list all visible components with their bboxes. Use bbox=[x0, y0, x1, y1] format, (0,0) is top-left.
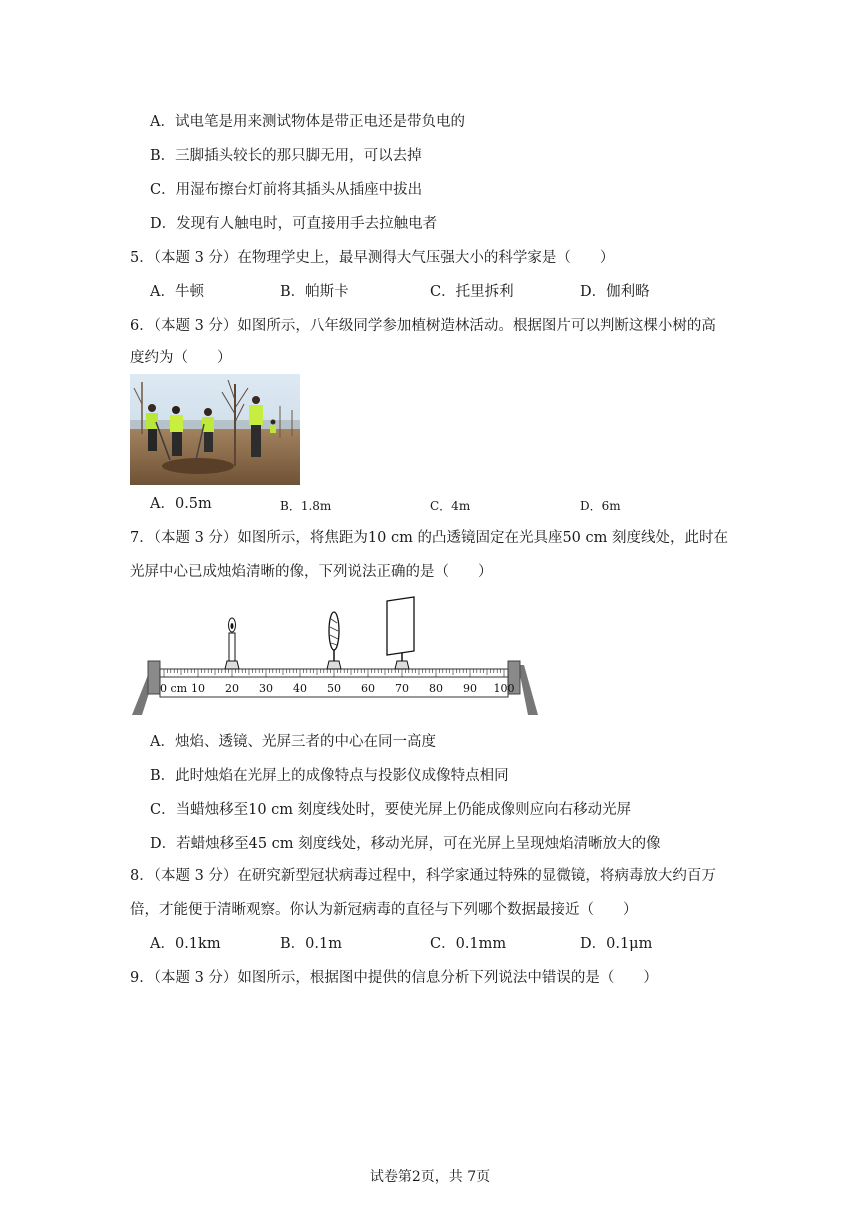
q7-stem-line1: 7．（本题 3 分）如图所示，将焦距为10 cm 的凸透镜固定在光具座50 cm 刻度线处，此时在 bbox=[130, 530, 728, 546]
optical-bench-diagram bbox=[130, 595, 540, 720]
q8-stem-line2: 倍，才能便于清晰观察。你认为新冠病毒的直径与下列哪个数据最接近（ ） bbox=[130, 902, 638, 918]
ruler-tick-label: 30 bbox=[259, 682, 273, 695]
q4-option-c: C．用湿布擦台灯前将其插头从插座中拔出 bbox=[150, 182, 423, 198]
ruler-tick-label: 50 bbox=[327, 682, 341, 695]
convex-lens bbox=[327, 612, 341, 669]
q5-stem: 5．（本题 3 分）在物理学史上，最早测得大气压强大小的科学家是（ ） bbox=[130, 250, 615, 266]
q5-option-d: D．伽利略 bbox=[580, 284, 650, 300]
q8-option-d: D．0.1μm bbox=[580, 936, 653, 952]
ruler-tick-label: 0 cm bbox=[160, 682, 188, 695]
q4-option-a: A．试电笔是用来测试物体是带正电还是带负电的 bbox=[150, 114, 465, 130]
q6-option-b: B．1.8m bbox=[280, 499, 332, 513]
q7-option-d: D．若蜡烛移至45 cm 刻度线处，移动光屏，可在光屏上呈现烛焰清晰放大的像 bbox=[150, 836, 661, 852]
right-stand bbox=[518, 665, 538, 715]
q6-stem-line1: 6．（本题 3 分）如图所示，八年级同学参加植树造林活动。根据图片可以判断这棵小树的高 bbox=[130, 318, 716, 334]
q6-option-a: A．0.5m bbox=[150, 496, 212, 512]
ruler-tick-label: 20 bbox=[225, 682, 239, 695]
ruler-tick-label: 80 bbox=[429, 682, 443, 695]
ruler-tick-label: 90 bbox=[463, 682, 477, 695]
q6-option-d: D．6m bbox=[580, 499, 621, 513]
q7-option-a: A．烛焰、透镜、光屏三者的中心在同一高度 bbox=[150, 734, 436, 750]
ruler-tick-label: 40 bbox=[293, 682, 307, 695]
q5-option-b: B．帕斯卡 bbox=[280, 284, 349, 300]
ruler-tick-label: 60 bbox=[361, 682, 375, 695]
q7-option-b: B．此时烛焰在光屏上的成像特点与投影仪成像特点相同 bbox=[150, 768, 509, 784]
q9-stem: 9．（本题 3 分）如图所示，根据图中提供的信息分析下列说法中错误的是（ ） bbox=[130, 970, 658, 986]
q7-stem-line2: 光屏中心已成烛焰清晰的像，下列说法正确的是（ ） bbox=[130, 564, 493, 580]
light-screen bbox=[387, 597, 414, 669]
tree-planting-photo bbox=[130, 374, 300, 485]
page-footer: 试卷第2页，共 7页 bbox=[369, 1169, 491, 1185]
q8-option-b: B．0.1m bbox=[280, 936, 342, 952]
q8-option-a: A．0.1km bbox=[150, 936, 221, 952]
q5-option-c: C．托里拆利 bbox=[430, 284, 514, 300]
q6-option-c: C．4m bbox=[430, 499, 471, 513]
q6-stem-line2: 度约为（ ） bbox=[130, 350, 232, 366]
candle bbox=[225, 618, 239, 669]
ruler-tick-label: 70 bbox=[395, 682, 409, 695]
q4-option-b: B．三脚插头较长的那只脚无用，可以去掉 bbox=[150, 148, 422, 164]
q4-option-d: D．发现有人触电时，可直接用手去拉触电者 bbox=[150, 216, 438, 232]
q7-option-c: C．当蜡烛移至10 cm 刻度线处时，要使光屏上仍能成像则应向右移动光屏 bbox=[150, 802, 632, 818]
q8-stem-line1: 8．（本题 3 分）在研究新型冠状病毒过程中，科学家通过特殊的显微镜，将病毒放大约百万 bbox=[130, 868, 716, 884]
ruler-tick-label: 10 bbox=[191, 682, 205, 695]
q5-option-a: A．牛顿 bbox=[150, 284, 204, 300]
left-end-block bbox=[148, 661, 160, 694]
q8-option-c: C．0.1mm bbox=[430, 936, 507, 952]
ruler-tick-label: 100 bbox=[493, 682, 515, 695]
